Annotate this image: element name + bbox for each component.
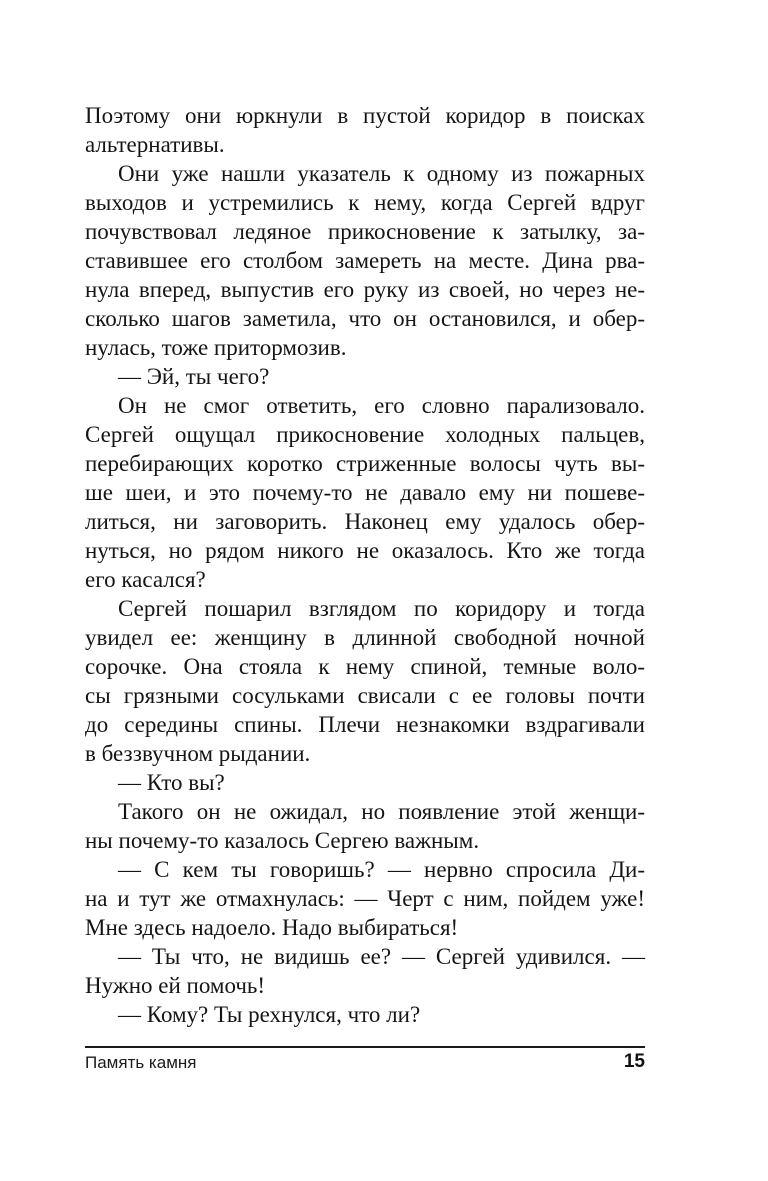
text-line: сы грязными сосульками свисали с ее головы почти: [85, 683, 645, 708]
text-line: — Кто вы?: [118, 770, 225, 795]
text-line: выходов и устремились к нему, когда Сергей вдруг: [85, 190, 645, 215]
text-line: Он не смог ответить, его словно парализовало.: [118, 393, 645, 418]
body-text: [85, 101, 645, 1029]
text-line: увидел ее: женщину в длинной свободной ночной: [85, 625, 645, 650]
text-line: в беззвучном рыдании.: [85, 741, 311, 766]
text-line: — Ты что, не видишь ее? — Сергей удивился. —: [118, 944, 645, 969]
running-title: Память камня: [85, 1053, 197, 1072]
text-line: Нужно ей помочь!: [85, 973, 266, 998]
text-line: нулась, тоже притормозив.: [85, 335, 347, 360]
text-line: ны почему-то казалось Сергею важным.: [85, 828, 480, 853]
text-line: Сергей ощущал прикосновение холодных пальцев,: [85, 422, 645, 447]
page-number: 15: [623, 1051, 645, 1072]
text-line: ше шеи, и это почему-то не давало ему ни пошеве-: [85, 480, 645, 505]
text-line: Сергей пошарил взглядом по коридору и тогда: [118, 596, 645, 621]
footer-rule: [85, 1046, 645, 1048]
text-line: альтернативы.: [85, 132, 225, 157]
text-line: Поэтому они юркнули в пустой коридор в поисках: [85, 103, 645, 128]
text-line: нула вперед, выпустив его руку из своей, но через не-: [85, 277, 645, 302]
text-line: — Эй, ты чего?: [118, 364, 270, 389]
text-line: до середины спины. Плечи незнакомки вздрагивали: [85, 712, 645, 737]
text-line: Они уже нашли указатель к одному из пожарных: [118, 161, 645, 186]
text-line: — Кому? Ты рехнулся, что ли?: [118, 1002, 421, 1027]
text-line: перебирающих коротко стриженные волосы чуть вы-: [85, 451, 645, 476]
text-line: его касался?: [85, 567, 206, 592]
text-line: литься, ни заговорить. Наконец ему удалось обер-: [85, 509, 645, 534]
text-line: на и тут же отмахнулась: — Черт с ним, пойдем уже!: [85, 886, 645, 911]
text-line: ставившее его столбом замереть на месте. Дина рва-: [85, 248, 645, 273]
text-line: нуться, но рядом никого не оказалось. Кто же тогда: [85, 538, 645, 563]
text-line: сколько шагов заметила, что он остановился, и обер-: [85, 306, 645, 331]
text-line: Мне здесь надоело. Надо выбираться!: [85, 915, 459, 940]
text-line: — С кем ты говоришь? — нервно спросила Ди-: [118, 857, 645, 882]
text-line: сорочке. Она стояла к нему спиной, темные воло-: [85, 654, 645, 679]
text-line: почувствовал ледяное прикосновение к затылку, за-: [85, 219, 645, 244]
text-line: Такого он не ожидал, но появление этой женщи-: [118, 799, 645, 824]
